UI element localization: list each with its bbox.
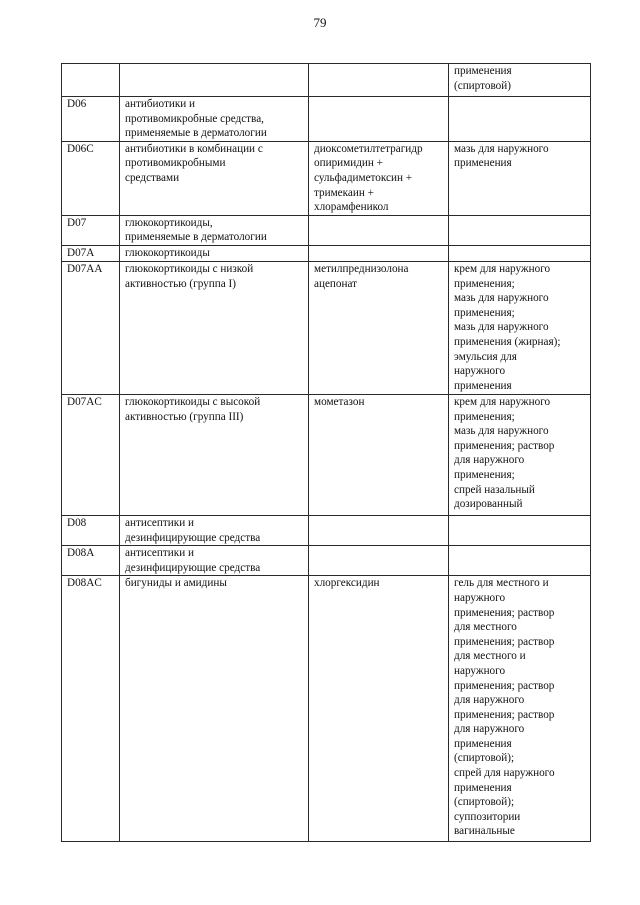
- table-row: [62, 215, 591, 245]
- dosage-form-cell: применения (спиртовой): [449, 64, 591, 97]
- dosage-form-cell: [449, 97, 591, 142]
- drug-name-cell: мометазон: [309, 394, 449, 515]
- group-name-cell: антибиотики и противомикробные средства, применяемые в дерматологии: [120, 97, 309, 142]
- table-row: [62, 576, 591, 842]
- dosage-form-cell: мазь для наружного применения: [449, 141, 591, 215]
- group-name-cell: глюкокортикоиды: [120, 245, 309, 261]
- table-row: [62, 394, 591, 515]
- drug-name-cell: [309, 245, 449, 261]
- dosage-form-cell: гель для местного и наружного применения; раствор для местного применения; раствор для местного и наружного применения; раствор для наружного применения; раствор для наружного применения (спиртовой); спрей для наружного применения (спиртовой); суппозитории вагинальные: [449, 576, 591, 842]
- dosage-form-cell: крем для наружного применения; мазь для наружного применения; мазь для наружного применения (жирная); эмульсия для наружного применения: [449, 261, 591, 394]
- drug-classification-table: [61, 63, 591, 842]
- dosage-form-cell: [449, 245, 591, 261]
- group-name-cell: глюкокортикоиды, применяемые в дерматологии: [120, 215, 309, 245]
- drug-name-cell: метилпреднизолона ацепонат: [309, 261, 449, 394]
- drug-name-cell: [309, 215, 449, 245]
- group-name-cell: бигуниды и амидины: [120, 576, 309, 842]
- dosage-form-cell: [449, 546, 591, 576]
- atc-code-cell: [62, 64, 120, 97]
- atc-code-cell: D07: [62, 215, 120, 245]
- table-row: [62, 141, 591, 215]
- group-name-cell: глюкокортикоиды с высокой активностью (группа III): [120, 394, 309, 515]
- drug-name-cell: [309, 515, 449, 545]
- drug-name-cell: [309, 97, 449, 142]
- atc-code-cell: D08AC: [62, 576, 120, 842]
- atc-code-cell: D08: [62, 515, 120, 545]
- table-row: [62, 245, 591, 261]
- group-name-cell: глюкокортикоиды с низкой активностью (группа I): [120, 261, 309, 394]
- drug-name-cell: [309, 546, 449, 576]
- atc-code-cell: D06: [62, 97, 120, 142]
- group-name-cell: антисептики и дезинфицирующие средства: [120, 515, 309, 545]
- dosage-form-cell: [449, 215, 591, 245]
- drug-name-cell: [309, 64, 449, 97]
- page-number: 79: [313, 15, 327, 30]
- atc-code-cell: D06C: [62, 141, 120, 215]
- table-row: [62, 261, 591, 394]
- table-row: [62, 515, 591, 545]
- table-row: [62, 546, 591, 576]
- atc-code-cell: D07AC: [62, 394, 120, 515]
- dosage-form-cell: [449, 515, 591, 545]
- atc-code-cell: D07A: [62, 245, 120, 261]
- drug-name-cell: хлоргексидин: [309, 576, 449, 842]
- group-name-cell: [120, 64, 309, 97]
- atc-code-cell: D08A: [62, 546, 120, 576]
- table-row: [62, 64, 591, 97]
- atc-code-cell: D07AA: [62, 261, 120, 394]
- table-row: [62, 97, 591, 142]
- dosage-form-cell: крем для наружного применения; мазь для наружного применения; раствор для наружного применения; спрей назальный дозированный: [449, 394, 591, 515]
- drug-name-cell: диоксометилтетрагидр опиримидин + сульфадиметоксин + тримекаин + хлорамфеникол: [309, 141, 449, 215]
- group-name-cell: антисептики и дезинфицирующие средства: [120, 546, 309, 576]
- group-name-cell: антибиотики в комбинации с противомикробными средствами: [120, 141, 309, 215]
